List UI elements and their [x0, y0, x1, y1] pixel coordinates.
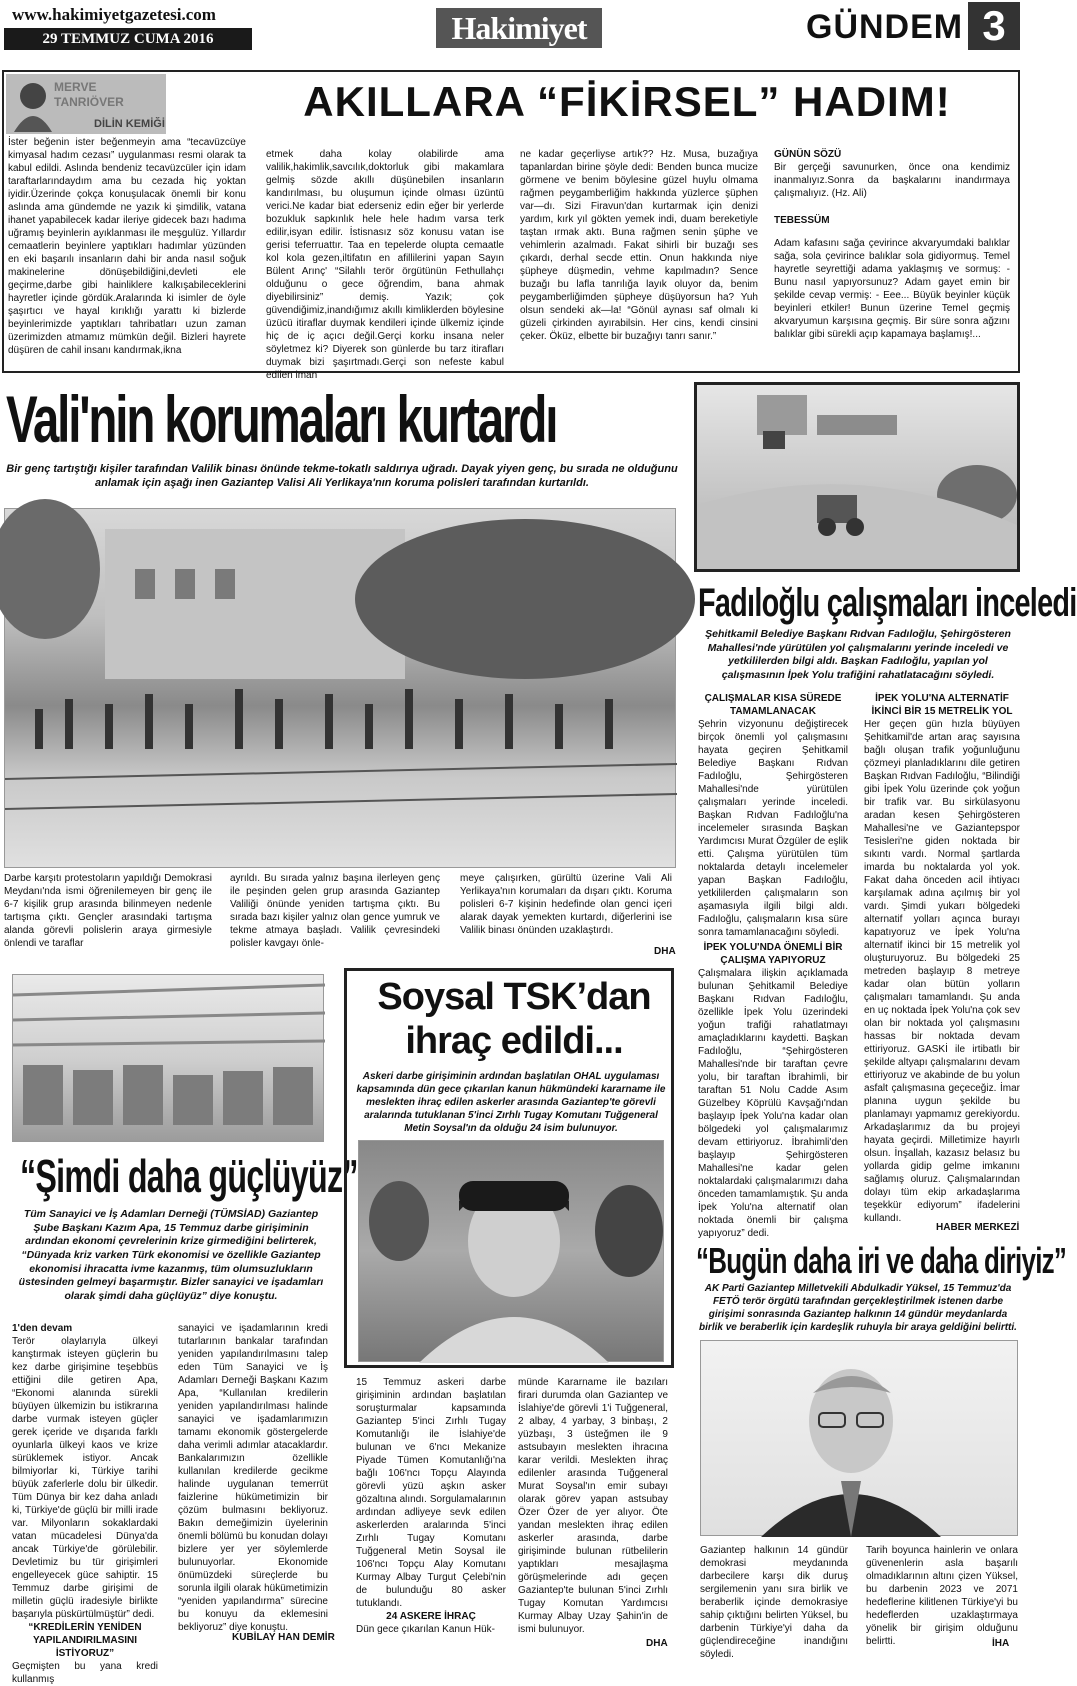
- fadil-col2: [864, 692, 1020, 1232]
- simdi-col1-text: Terör olaylarıyla ülkeyi kanştırmak isteyen güçlerin bu kez darbe girişimine teşebbüs ettiğini dile getiren Apa, “Ekonomi alanında sürekli büyüyen ülkemizin bu istikrarına darbe vurmak isteyen güçler gerek içeride ve dışarıda farklı oyunlarla ülkeyi kaos ve krize sürüklemek istiyor. Ancak bilmiyorlar ki, Türkiye tarihi büyük zaferlerle dolu bir ülkedir. Tüm Dünya bir kez daha anladı ki, Türkiye'de güçlü bir milli irade var. Milyonların sokaklardaki vatan mücadelesi Dünya'da ancak Türkiye'de görülebilir. Devletimiz bu tür girişimleri engelleyecek güce sahiptir. 15 Temmuz darbe girişimi de milletin güçlü iradesiyle birlikte başarıyla püskürtülmüştür” dedi.: [12, 1336, 158, 1620]
- vali-text-col3: meye çalışırken, gürültü üzerine Vali Ali Yerlikaya'nın korumaları da dışarı çıktı. Koruma polisleri 6-7 kişinin hedefinde olan genci içeri alarak dayak yemekten kurtardı, diğerlerini ise Valilik binası önünden uzaklaştırdı.: [460, 873, 672, 936]
- bugun-headline: “Bugün daha iri ve daha diriyiz”: [696, 1240, 1067, 1281]
- soysal-col1-text: 15 Temmuz askeri darbe girişiminin ardından başlatılan soruşturmalar kapsamında Gaziantep 5'inci Zırhlı Tugay Komutanlığı ile İslahiye'de bulunan ve 6'ncı Mekanize Piyade Tümen Komutanlığı'na bağlı 106'ncı Topçu Alayında görevli yüzü aşkın asker gözaltına alındı. Sorgulamalarının ardından adliyeye sevk edilen askerlerden aralarında 5'inci Zırhlı Tugay Komutanı Tuğgeneral Metin Soysal ile 106'ncı Topçu Alay Komutanı Kurmay Albay Turgut Çelebi'nin de bulunduğu 80 asker tutuklandı.: [356, 1377, 506, 1609]
- author-header: [6, 74, 166, 134]
- bugun-agency: İHA: [992, 1638, 1010, 1649]
- column-name: DİLİN KEMİĞİ: [94, 118, 165, 130]
- opinion-column-box: [2, 70, 1020, 381]
- fadil-col1: [698, 692, 848, 1239]
- issue-date: 29 TEMMUZ CUMA 2016: [4, 28, 252, 50]
- vali-agency: DHA: [654, 946, 676, 957]
- soysal-col1-end: Dün gece çıkarılan Kanun Hük-: [356, 1624, 495, 1635]
- smile-title: TEBESSÜM: [774, 215, 830, 226]
- soysal-lead: Askeri darbe girişiminin ardından başlatılan OHAL uygulaması kapsamında dün gece çıkarılan kanun hükmündeki kararname ile meslekten ihraç edilen askerler arasında Gaziantep'te görevli aralarında tutuklanan 5'inci Zırhlı Tugay Komutanı Tuğgeneral Metin Soysal'ın da olduğu 24 isim bulunuyor.: [356, 1071, 666, 1134]
- website-url[interactable]: www.hakimiyetgazetesi.com: [12, 5, 216, 24]
- simdi-lead: Tüm Sanayici ve İş Adamları Derneği (TÜMSİAD) Gaziantep Şube Başkanı Kazım Apa, 15 Temmuz darbe girişiminin ardından ekonomi çevrelerinin krize girmediğini belirterek, “Dünyada kriz varken Türk ekonomisi ve özellikle Gaziantep ekonomisi ihracatta ivme kazanmış, tüm olumsuzlukların üstesinden gelmeyi başarmıştır. Bizler sanayici ve işadamları olarak şimdi daha güçlüyüz” diye konuştu.: [18, 1208, 324, 1302]
- simdi-subhead-2: “KREDİLERİN YENİDEN YAPILANDIRILMASINI İSTİYORUZ”: [28, 1622, 142, 1659]
- simdi-headline: “Şimdi daha güçlüyüz”: [20, 1150, 358, 1202]
- fadil-col2-text: Her geçen gün hızla büyüyen Şehitkamil'de artan araç sayısına bağlı oluşan trafik yoğunluğunu çözmeyi planladıklarını dile getiren Başkan Rıdvan Fadıloğlu, “Bilindiği gibi İpek Yolu üzerinde çok yoğun bir trafik var. Bu sirkülasyonu aradan kesen Şehirgösteren Mahallesi'ne ve Gaziantepspor Tesisleri'ne giden noktada bir sıkıntı vardı. Normal şartlarda imarda bu noktalarda yol yok. Fakat daha önceden acil ihtiyacı karşılamak adına açılmış bir yol vardı. Şimdi yukarı bölgedeki alternatif yolları açınca burayı kapatıyoruz ve İpek Yolu'na alternatif ikinci bir 15 metrelik yol oluşturuyoruz. Bu bölgedeki 25 metreden başlayıp 8 metreye kadar olan bütün yolların çalışmaları tamamlandı. Şu anda en uç noktada İpek Yolu'na çok sev olan bir noktada yol çalışmasını hassas bir noktada devam ettiriyoruz. GASKİ ile irtibatlı bir şekilde altyapı çalışmalarını devam ettiriyoruz ve akabinde de bu yolun asfalt çalışmasına geçeceğiz. İmar planına uygun şekilde bu planlamayı yapmamız gerekiyordu. Arkadaşlarımız da bu projeyi hayata geçirdi. Milletimize hayırlı olsun. İnşallah, kazasız belasız bu yollarda gidip gelme imkanını sağlamış oluruz. Çalışmalarından dolayı tüm ekip arkadaşlarıma teşekkür ediyorum” ifadelerini kullandı.: [864, 719, 1020, 1224]
- fadil-headline: Fadıloğlu çalışmaları inceledi: [698, 581, 1077, 625]
- construction-photo: [694, 382, 1020, 572]
- column-headline: AKILLARA “FİKİRSEL” HADIM!: [303, 78, 951, 125]
- fadil-lead: Şehitkamil Belediye Başkanı Rıdvan Fadıloğlu, Şehirgösteren Mahallesi'nde yürütülen yol çalışmalarını yerinde inceledi ve yetkililerden bilgi aldı. Başkan Fadıloğlu, yapılan yol çalışmasının İpek Yolu trafiğini rahatlatacağını söyledi.: [705, 628, 1011, 681]
- soysal-headline-2: ihraç edildi...: [405, 1020, 623, 1062]
- soysal-agency: DHA: [646, 1638, 668, 1649]
- fadil-col1b-text: Çalışmalara ilişkin açıklamada bulunan Şehitkamil Belediye Başkanı Rıdvan Fadıloğlu, özellikle İpek Yolu üzerindeki yoğun trafiği rahatlatmayı amaçladıklarını kaydetti. Başkan Fadıloğlu, “Şehirgösteren Mahallesi'nde bir taraftan çevre yolu, bir taraftan İbrahimli, bir taraftan 51 Nolu Cadde Asım Güzelbey Köprülü Kavşağı'ndan başlayıp İpek Yolu'na kadar olan bölgedeki yol çalışmalarımız devam ettiriyoruz. İbrahimli'den başlayıp Şehirgösteren Mahallesi'ne kadar gelen noktalardaki çalışmalarımızı daha önceden tamamlamıştık. Şu anda İpek Yolu'na alternatif olan noktada önemli bir çalışma yapıyoruz” dedi.: [698, 968, 848, 1239]
- sidebar-quotes: [774, 148, 1010, 368]
- vali-lead: Bir genç tartıştığı kişiler tarafından Valilik binası önünde tekme-tokatlı saldırıya uğradı. Dayak yiyen genç, bu sırada ne olduğunu anlamak için aşağı inen Gaziantep Valisi Ali Yerlikaya'nın koruma polisleri tarafından kurtarıldı.: [6, 463, 678, 490]
- yuksel-portrait-photo: [700, 1340, 1018, 1536]
- smile-text: Adam kafasını sağa çevirince akvaryumdaki balıklar sağa, sola çevirince balıklar sola gidiyormuş. Temel hayretle seyrettiği adama yaklaşmış ve sormuş: - Bunu nasıl yapıyorsunuz? Adam gayet emin bir şekilde cevap vermiş: - Eee... Büyük beyinler küçük beyinleri etkiler! Bunun üzerine Temel geçmiş akvaryumun karşısına geçmiş. Bir süre sonra ağzını balıklar gibi sürekli açıp kapamaya başlamış!...: [774, 238, 1010, 340]
- fadil-col1a-text: Şehrin vizyonunu değiştirecek birçok önemli yol çalışmasını hayata geçiren Şehitkamil Belediye Başkanı Rıdvan Fadıloğlu, Şehirgösteren Mahallesi'nde yürütülen çalışmaları yerinde inceledi. Başkan Rıdvan Fadıloğlu'na incelemeler sırasında Başkan Yardımcısı Murat Özgüler de eşlik etti. Çalışma yürütülen tüm noktalarda detaylı incelemeler yapan Başkan Fadıloğlu, yetkililerden çalışmaların son aşamasıyla ilgili bilgi aldı. Fadıloğlu, çalışmaların kısa süre sonra tamamlanacağını söyledi.: [698, 719, 848, 938]
- author-name: MERVE TANRIÖVER: [54, 80, 124, 109]
- simdi-col2: sanayici ve işadamlarının kredi tutarlarının bankalar tarafından yeniden yapılandırılmasını talep eden Tüm Sanayici ve İş Adamları Derneği Başkanı Kazım Apa, “Kullanılan kredilerin yeniden yapılandırılması halinde sanayici ve işadamlarımızın tamamı ekonomik göstergelerde daha verimli adımlar atacaklardır. Bankalarımızın özellikle kullanılan kredilerde gecikme halinde uygulanan temerrüt faizlerine hükümetimizin bir çözüm bulmasını bekliyoruz. Bakın demeğimizin üyelerinin önemli bölümü bu konudan dolayı bizlere yer yer söylemlerde bulunuyorlar. Ekonomide önümüzdeki süreçlerde bu sorunla ilgili olarak hükümetimizin “yeniden yapılandırma” sürecine bu konuyu da eklemesini bekliyoruz” diye konuştu.: [178, 1323, 328, 1633]
- simdi-col1: [12, 1322, 158, 1685]
- quote-text: Bir gerçeği savunurken, önce ona kendimiz inanmalıyız.Sonra da başkalarını inandırmaya çalışmalıyız. (Hz. Ali): [774, 162, 1010, 199]
- section-title: GÜNDEM: [806, 8, 964, 46]
- soysal-col2: münde Kararname ile bazıları firari durumda olan Gaziantep ve İslahiye'de görevli 1'i Tuğgeneral, 2 albay, 4 yarbay, 3 binbaşı, 2 yüzbaşı, 3 üsteğmen ile 9 astsubayın meslekten ihracına karar verildi. Meslekten ihraç edilenler arasında Tuğgeneral Murat Soysal'ın emir subayı olarak görev yapan astsubay Özer Özer de yer alıyor. Öte yandan meslekten ihraç edilen askerler arasında, darbe girişiminde bulunan rütbelilerin yaptıkları mesajlaşma görüşmelerinde adı geçen Gaziantep'te bulunan 5'inci Zırhlı Tugay Komutan Yardımcısı Kurmay Albay Uzay Şahin'in de ismi bulunuyor.: [518, 1377, 668, 1635]
- newspaper-logo: Hakimiyet: [436, 8, 602, 48]
- column-text-col2: etmek daha kolay olabilirde ama valilik,hakimlik,savcılık,doktorluk gibi makamlara gelmiş sözde akıllı düşünebilen insanların kandırılması, bu oluşumun içinde olması üzüntü verici.Ne kadar biat ederseniz edin eğer bir yerlerde bozukluk sapkınlık hele hele hadım varsa terk edilir,isyan edilir. İstisnasız söz konusu vatan ise gerisi teferruattır. Taa en tepelerde olupta cemaatle kol kola gezen,iltifatın en afillilerini yapan Sayın Bülent Arınç' “Silahlı terör örgütünün Fethullahçı olduğunu o gece öğrendim, bana ahmak diyebilirsiniz” demiş. Yazık; çok güvendiğimiz,inandığımız akıllı kimliklerden böylesine üzücü itiraflar duymak kendileri içinde ülkemiz içinde hiç de iç açıcı değil.Gerçi korku insana neler söyletmez ki? Diyerek son günlerde bu tarz itirafları duymak bizi şaşırtmadı.Gerçi son nefeste kabul edilen iman: [266, 149, 504, 381]
- fadil-subhead-3: İPEK YOLU'NA ALTERNATİF İKİNCİ BİR 15 METRELİK YOL: [871, 693, 1013, 717]
- simdi-agency: KUBİLAY HAN DEMİR: [232, 1632, 335, 1643]
- bugun-lead: AK Parti Gaziantep Milletvekili Abdulkadir Yüksel, 15 Temmuz'da FETÖ terör örgütü tarafından gerçekleştirilmek istenen darbe girişimi sonrasında Gaziantep halkının 14 gündür meydanlarda birlik ve beraberlik için kardeşlik ruhuyla bir araya geldiğini belirtti.: [699, 1283, 1017, 1333]
- soysal-headline-1: Soysal TSK’dan: [377, 976, 651, 1018]
- simdi-col1-end: Geçmişten bu yana kredi kullanmış: [12, 1661, 158, 1685]
- page-number: 3: [968, 2, 1020, 50]
- quote-title: GÜNÜN SÖZÜ: [774, 149, 842, 160]
- vali-crowd-photo: [4, 508, 676, 868]
- soysal-general-photo: [358, 1140, 664, 1362]
- factory-photo: [12, 974, 324, 1142]
- column-text-col3: ne kadar geçerliyse artık?? Hz. Musa, buzağıya tapanlardan birine şöyle dedi: Benden bunca mucize görmene ve benim böylesine güzel huylu olmama rağmen peygamberliğim hakkında yüzlerce şüphen var—dı. Sizi Firavun'dan kurtarmak için denizi yardım, kırk yıl gökten yemek indi, duam bereketiyle taştan ırmak aktı. Buna rağmen senin şüphe ve vehimlerin azalmadı. Fakat sihirli bir buzağı ses çıkardı, derhal secde ettin. Onun hakkında niye şüpheye düşmedin, vehme kapılmadın? Sence buzağı bu lafla tanrılığa layık oluyor da, benim peygamberliğimden şüpheye düşüyorsun ha? Yuh olsun sendeki ak—la! “Gönül aynası saf olmalı ki güzeli çirkinden ayırabilsin. Her cins, kendi cinsini çeker. Öküz, elbette bir buzağıyı tanrı sanır.”: [520, 149, 758, 342]
- column-text-col1: İster beğenin ister beğenmeyin ama “tecavüzcüye kimyasal hadım cezası” uygulanması resmi olarak ta kabul edildi. Aslında bendeniz tecavüzcüler için idam taraftarlarındaydım ama bu cezada hiç yoktan iyidir.Üzerinde çokça konuşulacak önemli bir konu aslında ama gündemde ne yazık ki şimdilik, vatana ihanet yapabilecek kadar ileriye gidecek bazı hadıma uğramış beyinlerin ayıklanması ile meşgulüz. Yıllardır cemaatlerin beyinlere yaptıkları hadımlar yüzünden en eki başarılı insanların dahi bir anda nasıl soğuk makinelerine dönüşebildiğini,devleti ele geçirme,darbe gibi hainliklere kalkışabileceklerini hayretler içinde gördük.Aralarında ki isimler de öyle şaşırtıcı ve hayal kırıklığı yarattı ki bizlerde beyinlerimizde yaptıkları tahribatları uzun zaman üzerimizden atmamız mümkün değil. Bizleri hayrete düşüren de cahil insanı kandırmak,ikna: [8, 137, 246, 356]
- fadil-subhead-2: İPEK YOLU'NDA ÖNEMLİ BİR ÇALIŞMA YAPIYORUZ: [703, 942, 843, 966]
- vali-text-col2: ayrıldı. Bu sırada yalnız başına ilerleyen genç ile peşinden gelen grup arasında Gaziantep Valiliği önünde yeniden tartışma çıktı. Bu sırada bazı kişiler yalnız olan gence yumruk ve tekme atmaya başladı. Valilik çevresindeki polisler kavgayı önle-: [230, 873, 440, 949]
- bugun-col1: Gaziantep halkının 14 gündür demokrasi meydanında darbecilere karşı dik duruş sergilemenin yanı sıra birlik ve beraberlik içinde demokrasiye sahip çıktığını belirten Yüksel, bu darbenin Türkiye'yi daha da güçlendireceğine inandığını söyledi.: [700, 1545, 848, 1660]
- author-photo-icon: [12, 76, 54, 132]
- fadil-subhead-1: ÇALIŞMALAR KISA SÜREDE TAMAMLANACAK: [704, 693, 842, 717]
- vali-text-col1: Darbe karşıtı protestoların yapıldığı Demokrasi Meydanı'nda ismi öğrenilemeyen bir genç ile 6-7 kişilik grup arasında bilinmeyen nedenle tartışma çıktı. Gençler arasındaki tartışma alanda görevli polislerin araya girmesiyle önlendi ve taraflar: [4, 873, 212, 949]
- vali-headline: Vali'nin korumaları kurtardı: [6, 382, 557, 456]
- simdi-subhead-1: 1'den devam: [12, 1323, 73, 1334]
- fadil-agency: HABER MERKEZİ: [936, 1222, 1020, 1233]
- soysal-col1: [356, 1376, 506, 1652]
- masthead: [0, 0, 1024, 54]
- bugun-col2: Tarih boyunca hainlerin ve onlara güvenenlerin asla başarılı olmadıklarının altını çizen Yüksel, bu darbenin 2023 ve 2071 hedeflerine kilitlenen Türkiye'yi bu hedeflerden uzaklaştırmaya yönelik bir girişim olduğunu belirtti.: [866, 1545, 1018, 1647]
- soysal-subhead: 24 ASKERE İHRAÇ: [386, 1611, 476, 1622]
